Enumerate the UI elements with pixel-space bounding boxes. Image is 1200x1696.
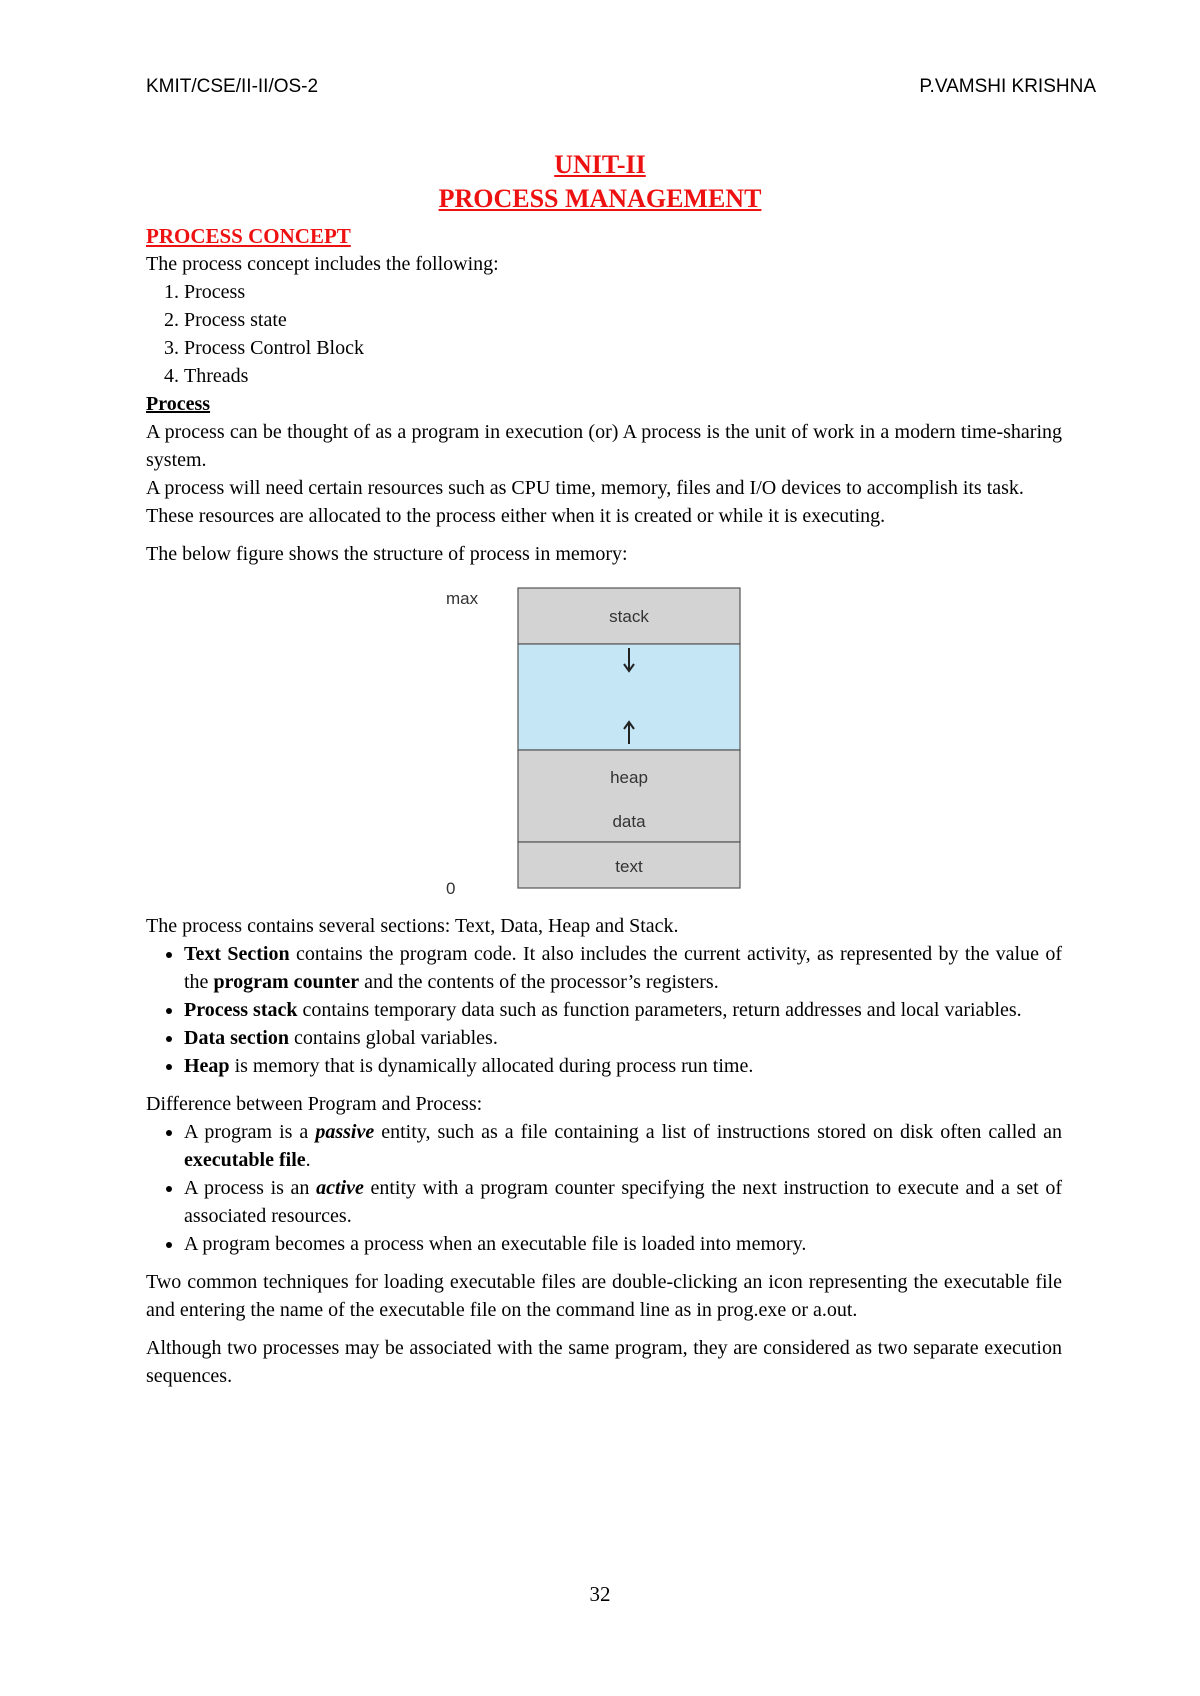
difference-list (146, 1118, 1062, 1258)
list-item: • A program is a passive entity, such as a file containing a list of instructions stored on disk often called an executable file. (184, 1118, 1062, 1174)
list-item: • A process is an active entity with a program counter specifying the next instruction to execute and a set of associated resources. (184, 1174, 1062, 1230)
process-paragraph-4: The below figure shows the structure of process in memory: (146, 543, 628, 565)
stack-label: stack (609, 607, 649, 626)
sections-intro: The process contains several sections: Text, Data, Heap and Stack. (146, 915, 679, 937)
list-item: • Process stack contains temporary data such as function parameters, return addresses and local variables. (184, 996, 1062, 1024)
concept-list (146, 278, 1062, 390)
process-concept-heading: PROCESS CONCEPT (146, 224, 351, 248)
closing-paragraph-1: Two common techniques for loading executable files are double-clicking an icon representing the executable file and entering the name of the executable file on the command line as in prog.exe or a.out. (146, 1271, 1062, 1321)
list-item: • Heap is memory that is dynamically allocated during process run time. (184, 1052, 1062, 1080)
zero-label: 0 (446, 879, 456, 898)
list-item: 2. Process state (184, 306, 1062, 334)
list-item: 1. Process (184, 278, 1062, 306)
document-body (146, 222, 1062, 1390)
data-label: data (612, 812, 646, 831)
header-left: KMIT/CSE/II-II/OS-2 (146, 76, 319, 97)
process-paragraph-1: A process can be thought of as a program in execution (or) A process is the unit of work in a modern time-sharing system. (146, 421, 1062, 471)
list-item: • A program becomes a process when an executable file is loaded into memory. (184, 1230, 1062, 1258)
max-label: max (446, 589, 479, 608)
process-paragraph-3: These resources are allocated to the process either when it is created or while it is executing. (146, 505, 886, 527)
difference-heading: Difference between Program and Process: (146, 1093, 483, 1115)
process-heading: Process (146, 393, 211, 415)
list-item: • Text Section contains the program code. It also includes the current activity, as represented by the value of the program counter and the contents of the processor’s registers. (184, 940, 1062, 996)
unit-title: UNIT-II (554, 150, 646, 179)
list-item: 3. Process Control Block (184, 334, 1062, 362)
list-item: 4. Threads (184, 362, 1062, 390)
concept-intro: The process concept includes the following: (146, 253, 499, 275)
page-number: 32 (589, 1582, 611, 1606)
process-paragraph-2: A process will need certain resources such as CPU time, memory, files and I/O devices to accomplish its task. (146, 477, 1024, 499)
main-title: PROCESS MANAGEMENT (438, 184, 762, 213)
sections-list (146, 940, 1062, 1080)
list-item: • Data section contains global variables. (184, 1024, 1062, 1052)
closing-paragraph-2: Although two processes may be associated with the same program, they are considered as two separate execution sequences. (146, 1337, 1062, 1387)
process-memory-diagram (146, 576, 1062, 906)
heap-label: heap (610, 768, 648, 787)
header-right: P.VAMSHI KRISHNA (919, 76, 1096, 97)
text-label: text (615, 857, 643, 876)
